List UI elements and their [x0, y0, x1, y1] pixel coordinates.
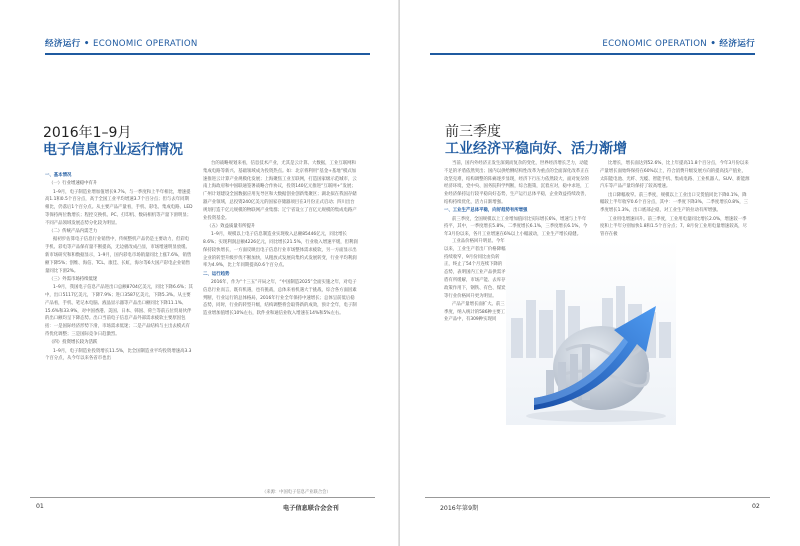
section-title-cn: 经济运行 — [719, 39, 755, 49]
body-paragraph: 据初步估算电子信息行业销售中，传统整机产品仍是主要动力，但彩电手机、彩电等产品保有量不断提高，无边板改成凸显，市场增速明显放缓。新市场研究和和数据显示，1–9月，国内彩电市场销量同比上涨7.6%，销售额下降5%；创维、海信、TCL、康佳、长虹，海尔等6大国产彩电企业销售量同比下滑2%。 — [45, 237, 192, 274]
body-paragraph: 工业用电增速回升。前三季度，工业用电量同比增长2.0%，增速较一季度和上半年分别加快1.8和1.5个百分点；7、8月份工业用电量增速较高，尽管存在极 — [600, 216, 747, 238]
page-number: 01 — [36, 503, 44, 510]
body-paragraph: 比增长，增长面达到52.6%，比上年提高11.8个百分点，今年3月份以来产量增长面始终保持在60%以上，符合消费升级发展方向的提高技产值业，太阳能电池、光纤、光缆、智能手机、集成电路、工业机器人、SUV、新能源汽车等产品产量均保持了较高增速。 — [600, 161, 750, 190]
text-column-1 — [444, 160, 590, 240]
subheading: （二）传统产品内需乏力 — [49, 229, 98, 235]
publication-name: 电子信息联合会会刊 — [283, 505, 339, 512]
section-title-cn: 经济运行 — [45, 39, 81, 49]
section-rule — [430, 53, 755, 55]
article-title-line2: 工业经济平稳向好、活力渐增 — [445, 141, 627, 157]
subheading: （五）效益质量有所提升 — [207, 223, 256, 229]
text-column-1 — [45, 172, 193, 490]
section-title-en: ECONOMIC OPERATION — [92, 39, 198, 49]
subheading: （一）行业增速稳中有升 — [49, 181, 98, 187]
body-paragraph: 前三季度，全国规模以上工业增加值同比实际增长6%，增速与上半年持平，其中，一季度增长5.8%，二季度增长6.1%，三季度增长6.1%，今年3月份以来，各月工业增速在6%以上小幅波动，工业生产增长稳健。 — [444, 216, 588, 238]
body-paragraph: 2016年，作为“十三五”开局之年，“中国制造2025”全面实施之年，对电子信息行业而言，既有机遇，也有挑战，总体来看机遇大于挑战，综合各方面因素判断，行业运行的总体格局，2016年行业全年保持中速增长；总体呈前低后稳态势，同时，行业的转型升级，结构调整将会取得新的成效，预计全年，电子制造业增加值增长10%左右，软件业和通信业收入增速在14%和5%左右。 — [203, 279, 357, 317]
text-column-2 — [203, 160, 359, 490]
right-page — [400, 0, 800, 546]
footer-rule — [30, 497, 375, 498]
body-paragraph: 出口降幅收窄。前三季度，规模以上工业出口交货值同比下降0.1%，降幅较上半年收窄0.6个百分点，其中：一季度下降3%，二季度增长0.8%，三季度增长1.3%，出口底部企稳，对工业生产的拉动有所增强。 — [600, 192, 749, 214]
body-paragraph: 当前，国内外经济正发生深刻而复杂的变化，世界经济增长乏力，动能不足的矛盾依然突出；国内以供给侧结构性改革为重点的全面深化改革正在攻坚克难，结构调整的阵痛逐步显现，经济下行压力依然较大，面对复杂的经济环境，党中央、国务院科学判断，综合施策，沉着应对，稳中求进，工业经济保持运行较平稳向好态势，生产运行总体平稳，企业效益持续改善，结构持续优化，活力日渐增强。 — [444, 161, 589, 205]
body-paragraph: 产品产量增长面扩大。前三季度，纳入统计的586种主要工业产品中，有309种实现同 — [444, 301, 506, 323]
section-header: ECONOMIC OPERATION • 经济运行 — [602, 39, 755, 49]
page-number: 02 — [752, 503, 760, 510]
section-header: 经济运行 • ECONOMIC OPERATION — [45, 39, 198, 49]
text-column-3 — [444, 238, 506, 508]
article-title-line1: 前三季度 — [445, 124, 501, 140]
article-title-line1: 2016年1–9月 — [43, 125, 132, 141]
article-title-line2: 电子信息行业运行情况 — [43, 142, 183, 158]
subheading: 一、工业生产总体平稳，向好趋势有所增强 — [444, 208, 528, 214]
footer-rule — [425, 497, 770, 498]
subheading: （三）外需市场持续低迷 — [49, 276, 98, 282]
subheading: 一、基本情况 — [45, 173, 72, 178]
body-paragraph: 台的战略规划来看，信息技术产业，尤其是云计算、大数据，工业互联网和集成电路等新兴、基础领域成为投资热点。如：北京将利用“基金+基地”模式加速推进云计算产业规模化发展；上海聚焦工业互联网，打造国家级示范城市，云南上海政府和中国联通签署战略合作协议，投资140亿元推进“互联网+”发展；广州计划建设全国数据应用先导区和大数据创业创新集聚区；湖北拟在我国存储器产业领域，总投资240亿美元的国家存储器项目在3月份正式启动；四川出台规划打造千亿元规模的物联网产业集群；辽宁省设立了百亿元规模的集成电路产业投资基金。 — [203, 161, 357, 221]
subheading: 二、运行趋势 — [203, 271, 230, 277]
growth-arrow-illustration — [506, 240, 676, 425]
body-paragraph: 1–9月，规模以上电子信息制造业实现收入总额85446亿元，同比增长8.6%；实现利润总额4226亿元，同比增长21.5%，行业收入增速平缓，但利润保持较快增长，一方面反映出电子信息行业市场整体需求疲软，另一方面显示出企业的转型升级步伐不断加快，从粗放式发展向集约式发展转变，行业平均利润率为4.9%，比上年同期提高0.6个百分点。 — [203, 232, 358, 269]
issue-label: 2016年第9期 — [440, 505, 479, 512]
subheading: （四）投资增长较为活跃 — [49, 340, 98, 346]
body-paragraph: 1–9月，我国电子信息产品进出口总额8704亿美元，同比下降6.6%；其中，出口5117亿美元，下降7.9%；进口3587亿美元，下降5.3%。从主要产品看，手机、笔记本电脑、液晶显示器等产品出口额同比下降11.1%、15.6%和33.9%，对中国香港、美国、日本、韩国、荷兰等前五位贸易伙伴的出口额均呈下降态势。出口当前电子信息产品外部需求疲软主要原因包括：一是国际经济形势下滑，市场需求低迷；二是产品结构与主出去模式有待优化调整；三是国际竞争日趋激烈。 — [45, 285, 193, 337]
body-paragraph: 工业品价格回升明显。今年以来，工业生产者出厂价格降幅持续收窄，9月份同比由负转正，终止了54个月连续下降的态势，表明国内工业产品供需矛盾有所缓解，市场产能、去库存政策作用下，钢铁、有色、煤炭等行业价格回升更为明显。 — [444, 239, 506, 299]
body-paragraph: 1–9月，电子制造业投资增长11.5%，比全国制造业平均投资增速高3.3个百分点，从今年以来各省市也出 — [45, 348, 192, 362]
section-title-en: ECONOMIC OPERATION — [602, 39, 708, 49]
section-rule — [45, 53, 370, 55]
source-note: （来源：中国电子信息产业联合会） — [262, 490, 331, 495]
body-paragraph: 1–9月，电子制造业增加值增长9.7%，与一季度和上半年相比，增速提高1.1和0.5个百分点，高于全国工业平均增速3.7个百分点；但与去年同期相比，仍落后1个百分点。从主要产品产量看，手机、彩电、集成电路、LED等保持两位数增长；程控交换机、PC、打印机、数码相机等产量下滑明显；不同产品领域发展态势分化较为明显。 — [45, 189, 193, 226]
